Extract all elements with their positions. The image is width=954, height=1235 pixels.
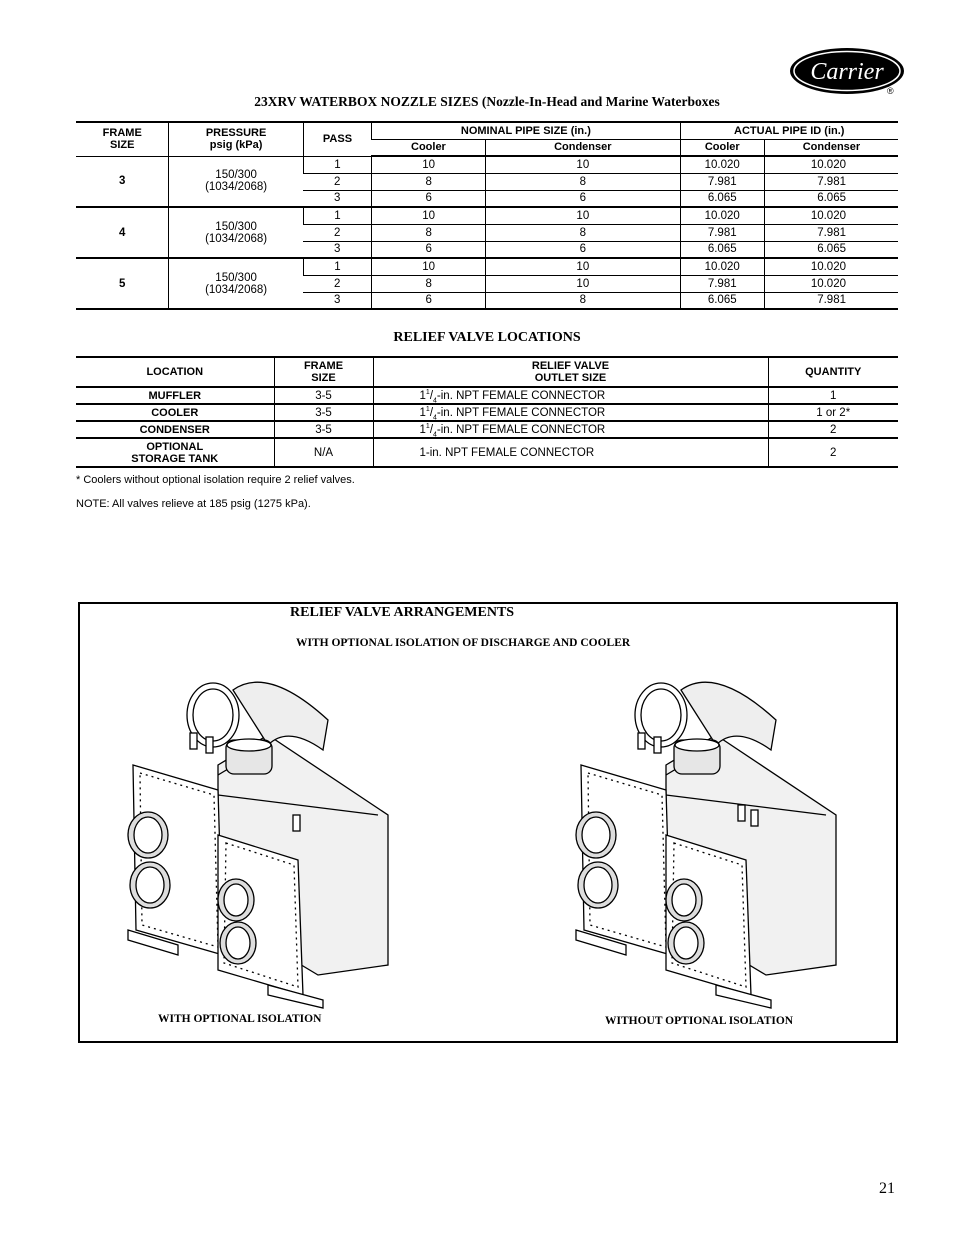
location-cell: MUFFLER <box>76 387 274 404</box>
table-row <box>76 387 898 404</box>
note: NOTE: All valves relieve at 185 psig (1275 kPa). <box>76 498 311 510</box>
outlet-size-cell: $1^1/_4-in$. NPT FEMALE CONNECTOR <box>373 387 768 404</box>
pass-cell: 1 <box>303 156 372 173</box>
actual-cooler-cell: 7.981 <box>680 275 764 292</box>
nominal-condenser-cell: 8 <box>486 292 680 309</box>
arrangements-subtitle: WITH OPTIONAL ISOLATION OF DISCHARGE AND COOLER <box>296 637 631 649</box>
table-row <box>76 156 898 173</box>
arrangements-title: RELIEF VALVE ARRANGEMENTS <box>290 605 515 620</box>
nominal-condenser-cell: 10 <box>486 258 680 275</box>
nominal-cooler-cell: 6 <box>372 292 486 309</box>
quantity-cell: 2 <box>768 421 898 438</box>
actual-condenser-cell: 6.065 <box>764 190 898 207</box>
nozzle-table-title: 23XRV WATERBOX NOZZLE SIZES (Nozzle-In-Head and Marine Waterboxes <box>254 94 720 109</box>
relief-valve-table <box>76 356 898 468</box>
chiller-illustration-with-isolation <box>118 665 398 1010</box>
frame-size-cell: 3 <box>76 156 169 207</box>
table-row <box>76 207 898 224</box>
nominal-cooler-cell: 8 <box>372 173 486 190</box>
logo-text: Carrier <box>810 59 884 85</box>
pass-cell: 3 <box>334 294 341 307</box>
nominal-cooler-cell: 8 <box>372 224 486 241</box>
pressure-cell: 150/300 (1034/2068) <box>169 156 303 207</box>
actual-condenser-cell: 10.020 <box>764 275 898 292</box>
registered-mark: ® <box>887 86 894 96</box>
quantity-cell: 1 <box>768 387 898 404</box>
col-pressure: PRESSURE psig (kPa) <box>169 122 303 156</box>
nominal-condenser-cell: 8 <box>486 173 680 190</box>
nozzle-sizes-table <box>76 121 898 310</box>
nominal-cooler-cell: 10 <box>372 207 486 224</box>
pass-cell: 2 <box>303 275 372 292</box>
pressure-cell: 150/300 (1034/2068) <box>169 207 303 258</box>
frame-cell: 3-5 <box>274 404 373 421</box>
actual-cooler-cell: 7.981 <box>680 224 764 241</box>
pass-cell: 1 <box>303 207 372 224</box>
nominal-condenser-cell: 8 <box>486 224 680 241</box>
table-row <box>76 258 898 275</box>
col-location: LOCATION <box>76 357 274 387</box>
outlet-size-cell: $1^1/_4-in$. NPT FEMALE CONNECTOR <box>373 404 768 421</box>
actual-cooler-cell: 10.020 <box>680 258 764 275</box>
left-caption: WITH OPTIONAL ISOLATION <box>158 1013 322 1025</box>
location-cell: OPTIONAL STORAGE TANK <box>131 440 219 465</box>
actual-cooler-cell: 6.065 <box>680 190 764 207</box>
table-row <box>76 404 898 421</box>
pressure-cell: 150/300 (1034/2068) <box>169 258 303 309</box>
nominal-cooler-cell: 6 <box>372 190 486 207</box>
col-nominal-cooler: Cooler <box>372 139 486 156</box>
right-caption: WITHOUT OPTIONAL ISOLATION <box>605 1015 794 1027</box>
frame-cell: 3-5 <box>274 387 373 404</box>
actual-cooler-cell: 6.065 <box>680 241 764 258</box>
actual-condenser-cell: 10.020 <box>764 207 898 224</box>
outlet-size-cell: $1^1/_4-in$. NPT FEMALE CONNECTOR <box>373 421 768 438</box>
actual-condenser-cell: 7.981 <box>764 173 898 190</box>
page-number: 21 <box>879 1180 895 1197</box>
col-quantity: QUANTITY <box>768 357 898 387</box>
actual-cooler-cell: 6.065 <box>680 292 764 309</box>
col-pass: PASS <box>303 122 372 156</box>
footnote: * Coolers without optional isolation require 2 relief valves. <box>76 474 355 486</box>
quantity-cell: 2 <box>768 438 898 467</box>
col-frame-size: FRAME SIZE <box>76 122 169 156</box>
frame-size-cell: 4 <box>76 207 169 258</box>
nominal-cooler-cell: 10 <box>372 156 486 173</box>
quantity-cell: 1 or 2* <box>768 404 898 421</box>
table-row <box>76 438 898 467</box>
col-actual-condenser: Condenser <box>764 139 898 156</box>
nominal-condenser-cell: 6 <box>486 241 680 258</box>
frame-cell: N/A <box>274 438 373 467</box>
table-row <box>76 421 898 438</box>
nominal-cooler-cell: 6 <box>372 241 486 258</box>
actual-condenser-cell: 7.981 <box>764 292 898 309</box>
nominal-condenser-cell: 10 <box>486 207 680 224</box>
location-cell: CONDENSER <box>76 421 274 438</box>
chiller-illustration-without-isolation <box>566 665 846 1010</box>
nominal-cooler-cell: 8 <box>372 275 486 292</box>
col-actual: ACTUAL PIPE ID (in.) <box>680 122 898 139</box>
actual-condenser-cell: 7.981 <box>764 224 898 241</box>
col-nominal-condenser: Condenser <box>486 139 680 156</box>
actual-condenser-cell: 10.020 <box>764 156 898 173</box>
frame-cell: 3-5 <box>274 421 373 438</box>
location-cell: COOLER <box>76 404 274 421</box>
actual-condenser-cell: 10.020 <box>764 258 898 275</box>
pass-cell: 1 <box>303 258 372 275</box>
actual-cooler-cell: 7.981 <box>680 173 764 190</box>
pass-cell: 3 <box>303 190 372 207</box>
nominal-condenser-cell: 10 <box>486 275 680 292</box>
outlet-size-cell: 1-in. NPT FEMALE CONNECTOR <box>373 438 768 467</box>
pass-cell: 3 <box>303 241 372 258</box>
pass-cell: 2 <box>303 224 372 241</box>
actual-cooler-cell: 10.020 <box>680 156 764 173</box>
col-nominal: NOMINAL PIPE SIZE (in.) <box>372 122 680 139</box>
actual-condenser-cell: 6.065 <box>764 241 898 258</box>
col-outlet-size: RELIEF VALVE OUTLET SIZE <box>373 357 768 387</box>
nominal-condenser-cell: 6 <box>486 190 680 207</box>
col-frame-size: FRAME SIZE <box>274 357 373 387</box>
pass-cell: 2 <box>303 173 372 190</box>
relief-table-title: RELIEF VALVE LOCATIONS <box>393 330 581 345</box>
actual-cooler-cell: 10.020 <box>680 207 764 224</box>
frame-size-cell: 5 <box>119 277 126 290</box>
col-actual-cooler: Cooler <box>680 139 764 156</box>
nominal-cooler-cell: 10 <box>372 258 486 275</box>
nominal-condenser-cell: 10 <box>486 156 680 173</box>
